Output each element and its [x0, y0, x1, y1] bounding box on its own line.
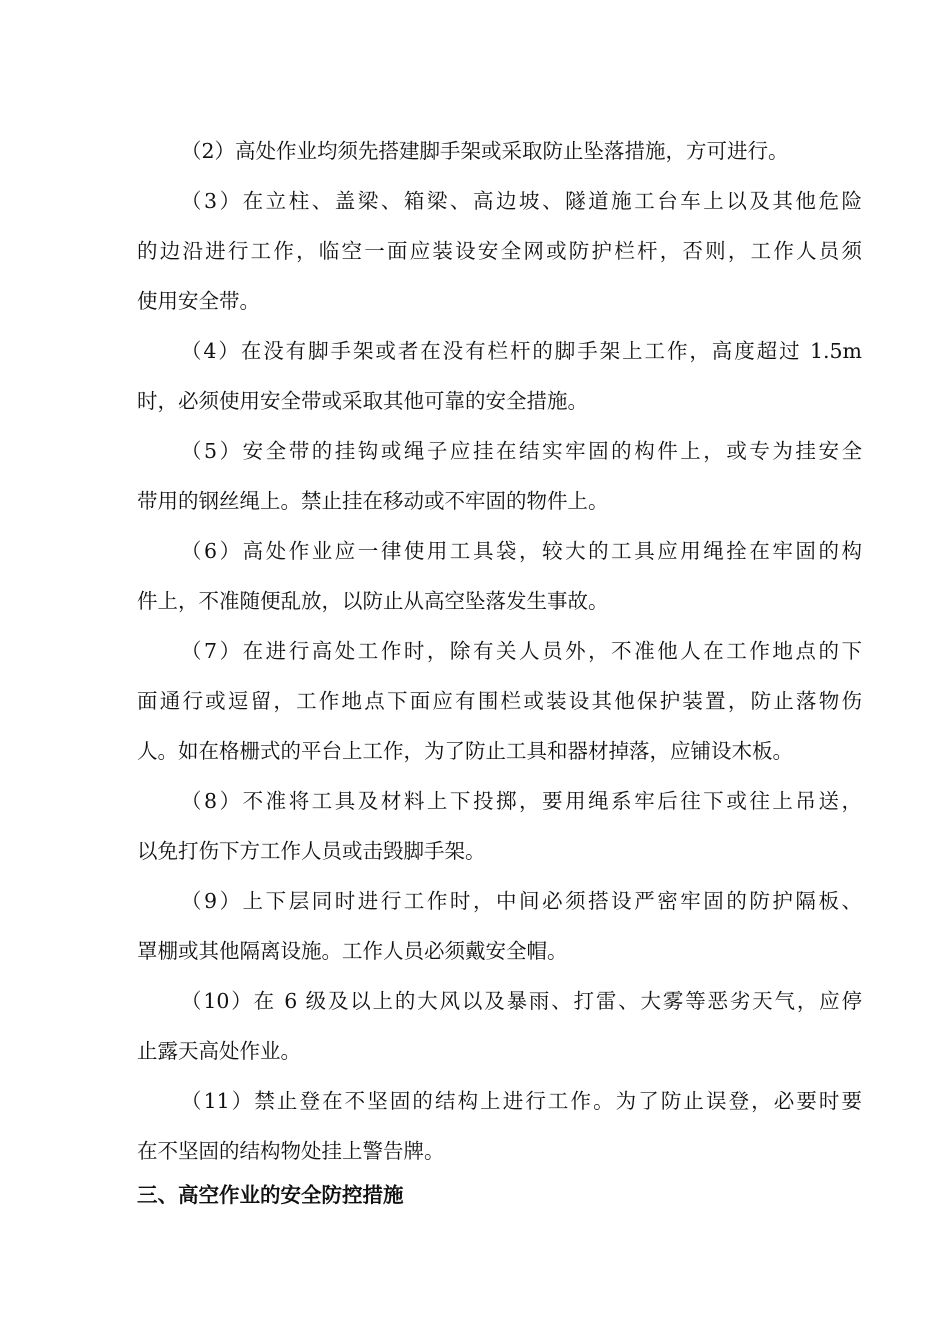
paragraph-8-line-2: 以免打伤下方工作人员或击毁脚手架。 — [137, 839, 486, 863]
paragraph-4-line-2: 时，必须使用安全带或采取其他可靠的安全措施。 — [137, 389, 588, 413]
paragraph-11-line-1: （11）禁止登在不坚固的结构上进行工作。为了防止误登，必要时要 — [181, 1089, 862, 1113]
paragraph-6-line-2: 件上，不准随便乱放，以防止从高空坠落发生事故。 — [137, 589, 609, 613]
section-heading: 三、高空作业的安全防控措施 — [137, 1183, 404, 1207]
paragraph-10-line-2: 止露天高处作业。 — [137, 1039, 301, 1063]
paragraph-3-line-1: （3）在立柱、盖梁、箱梁、高边坡、隧道施工台车上以及其他危险 — [181, 189, 862, 213]
paragraph-9-line-2: 罩棚或其他隔离设施。工作人员必须戴安全帽。 — [137, 939, 568, 963]
paragraph-9-line-1: （9）上下层同时进行工作时，中间必须搭设严密牢固的防护隔板、 — [181, 889, 862, 913]
paragraph-7-line-1: （7）在进行高处工作时，除有关人员外，不准他人在工作地点的下 — [181, 639, 862, 663]
paragraph-3-line-3: 使用安全带。 — [137, 289, 260, 313]
paragraph-6-line-1: （6）高处作业应一律使用工具袋，较大的工具应用绳拴在牢固的构 — [181, 539, 862, 563]
paragraph-10-line-1: （10）在 6 级及以上的大风以及暴雨、打雷、大雾等恶劣天气，应停 — [181, 989, 862, 1013]
paragraph-4-line-1: （4）在没有脚手架或者在没有栏杆的脚手架上工作，高度超过 1.5m — [181, 339, 862, 363]
paragraph-3-line-2: 的边沿进行工作，临空一面应装设安全网或防护栏杆，否则，工作人员须 — [137, 239, 862, 263]
paragraph-7-line-2: 面通行或逗留，工作地点下面应有围栏或装设其他保护装置，防止落物伤 — [137, 689, 862, 713]
paragraph-2-line-1: （2）高处作业均须先搭建脚手架或采取防止坠落措施，方可进行。 — [181, 139, 789, 163]
paragraph-5-line-2: 带用的钢丝绳上。禁止挂在移动或不牢固的物件上。 — [137, 489, 609, 513]
paragraph-7-line-3: 人。如在格栅式的平台上工作，为了防止工具和器材掉落，应铺设木板。 — [137, 739, 793, 763]
paragraph-5-line-1: （5）安全带的挂钩或绳子应挂在结实牢固的构件上，或专为挂安全 — [181, 439, 862, 463]
paragraph-11-line-2: 在不坚固的结构物处挂上警告牌。 — [137, 1139, 445, 1163]
paragraph-8-line-1: （8）不准将工具及材料上下投掷，要用绳系牢后往下或往上吊送， — [181, 789, 862, 813]
